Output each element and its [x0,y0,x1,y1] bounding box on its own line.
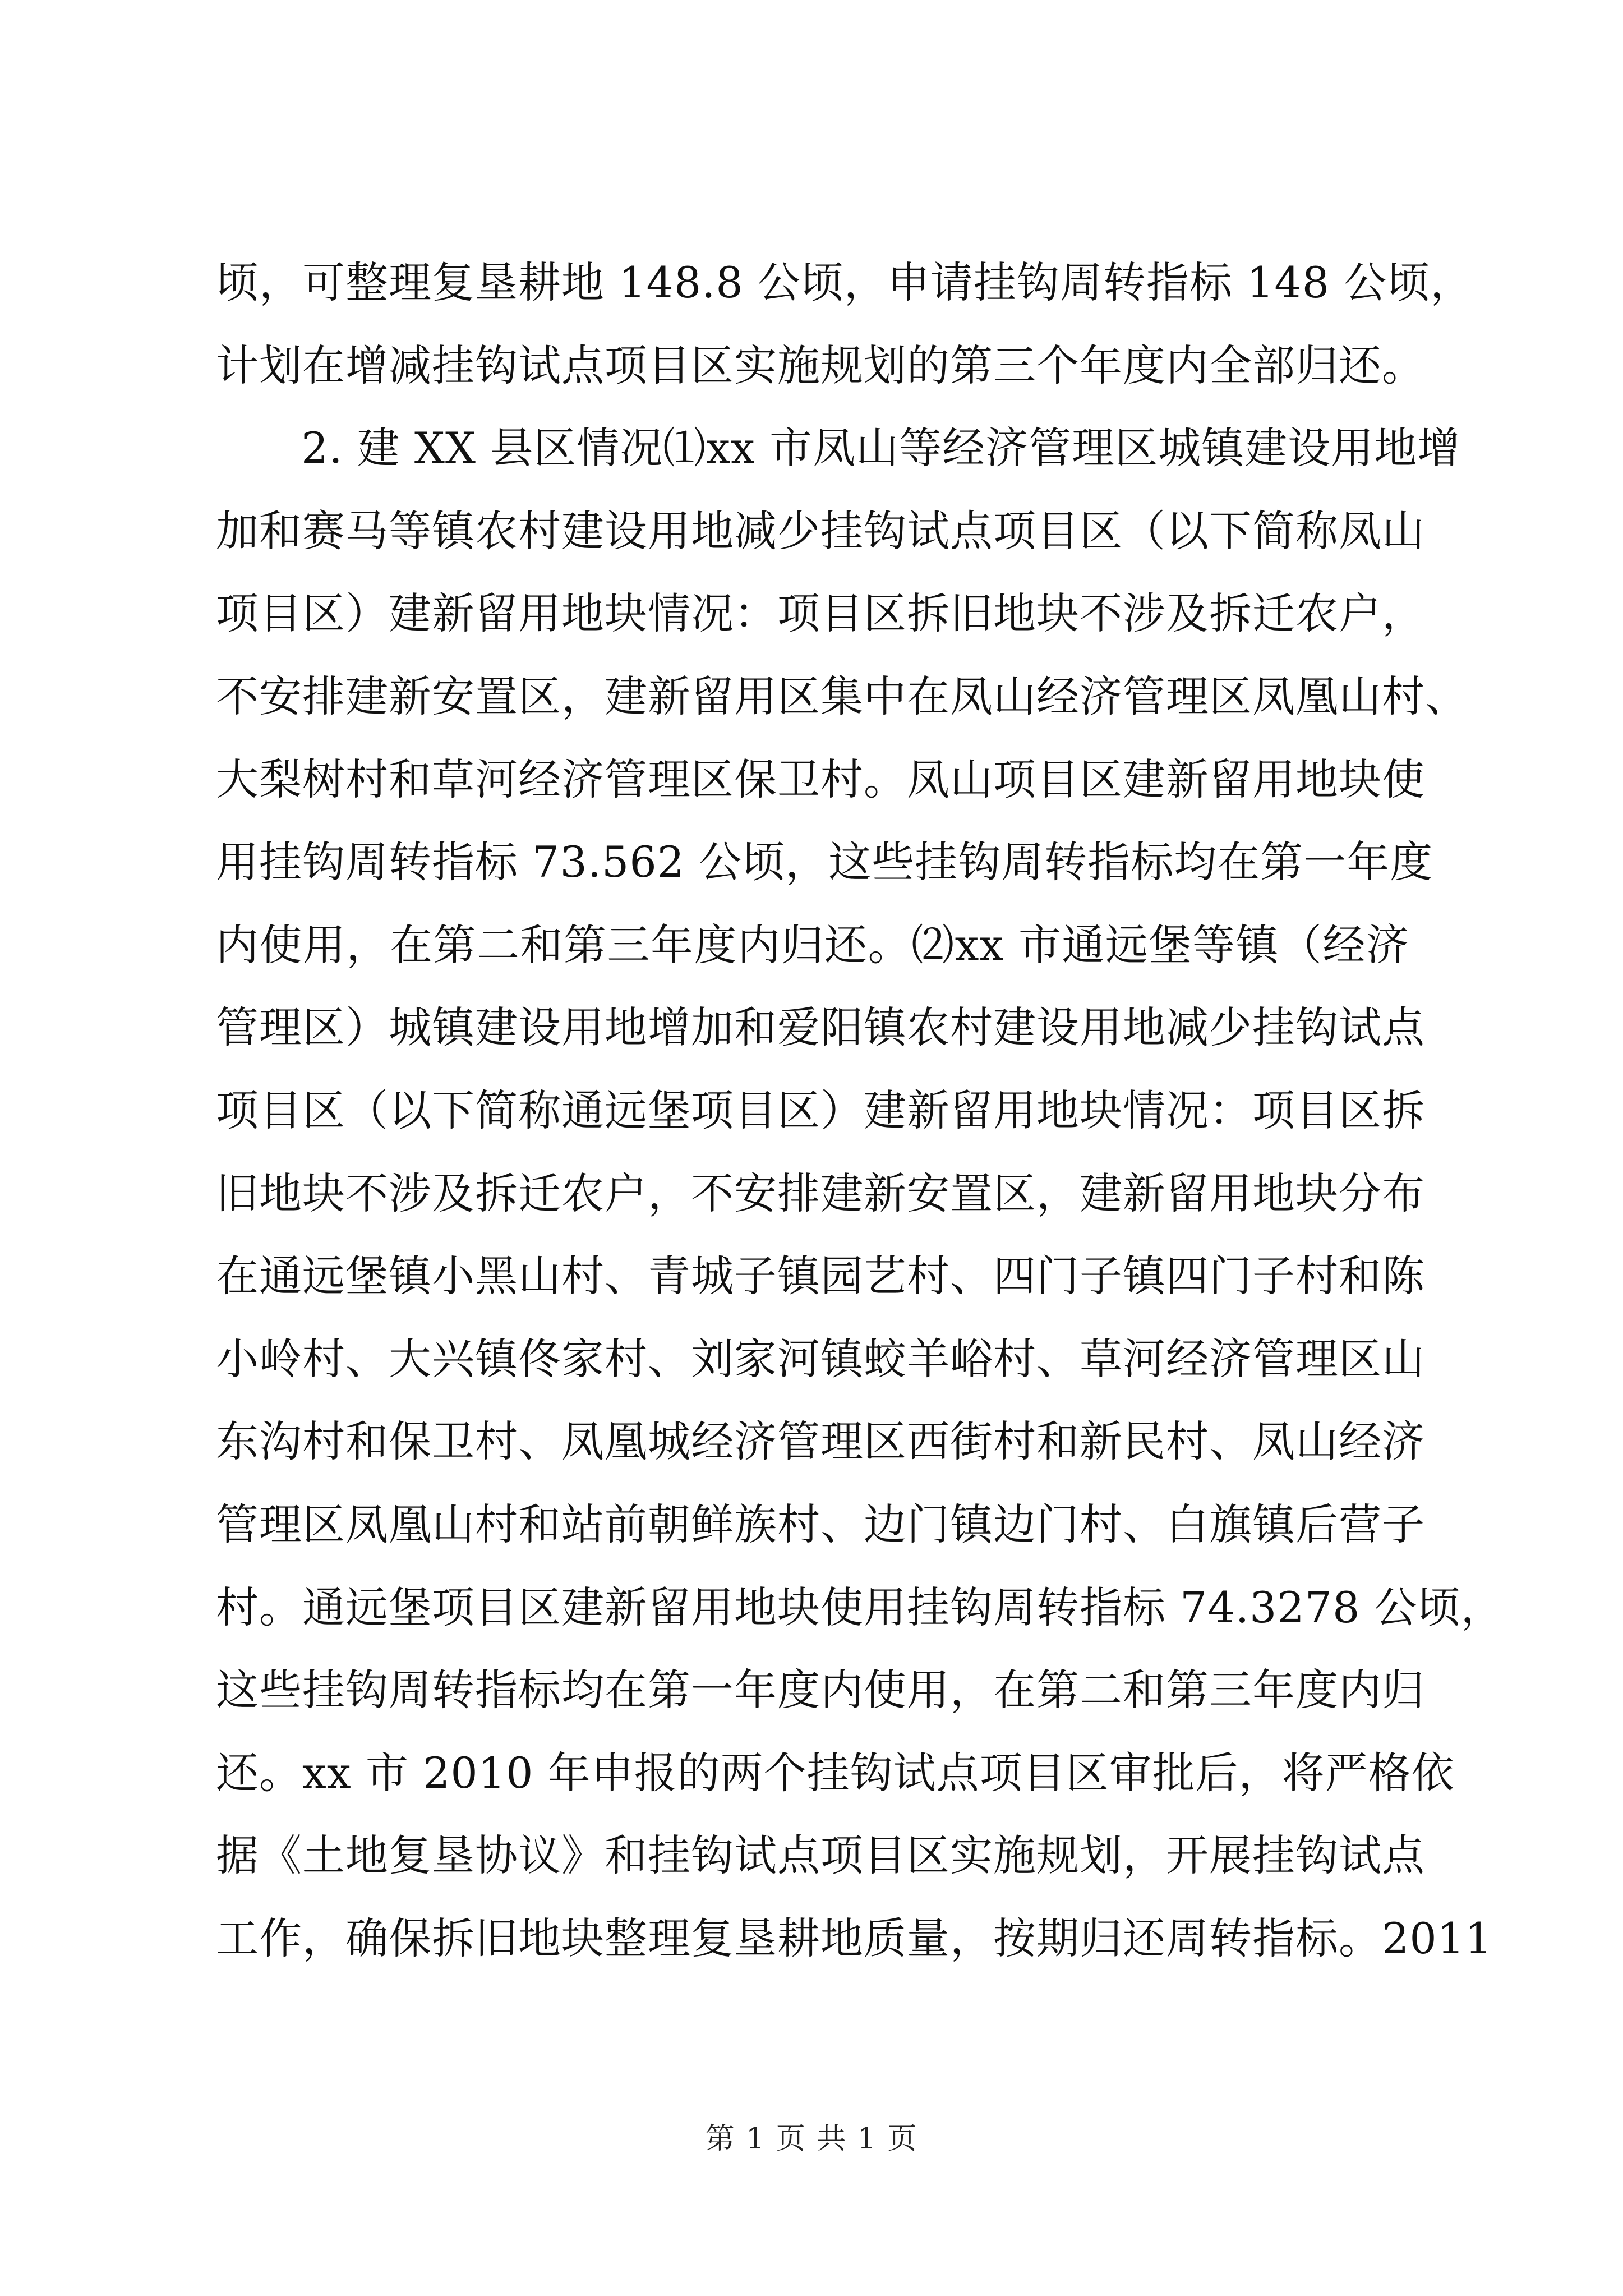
text-line: 顷，可整理复垦耕地 148.8 公顷，申请挂钩周转指标 148 公顷， [216,257,1474,307]
text-line: 旧地块不涉及拆迁农户，不安排建新安置区，建新留用地块分布 [216,1168,1425,1218]
text-line: 内使用，在第二和第三年度内归还。⑵xx 市通远堡等镇（经济 [216,919,1409,970]
text-line: 在通远堡镇小黑山村、青城子镇园艺村、四门子镇四门子村和陈 [216,1251,1425,1301]
text-line: 这些挂钩周转指标均在第一年度内使用，在第二和第三年度内归 [216,1665,1425,1715]
text-line: 管理区）城镇建设用地增加和爱阳镇农村建设用地减少挂钩试点 [216,1002,1425,1053]
page-footer: 第 1 页 共 1 页 [705,2122,918,2156]
text-line: 东沟村和保卫村、凤凰城经济管理区西街村和新民村、凤山经济 [216,1416,1425,1467]
text-line: 加和赛马等镇农村建设用地减少挂钩试点项目区（以下简称凤山 [216,505,1425,556]
text-line: 管理区凤凰山村和站前朝鲜族村、边门镇边门村、白旗镇后营子 [216,1499,1425,1549]
text-line: 大梨树村和草河经济管理区保卫村。凤山项目区建新留用地块使 [216,754,1425,804]
text-line: 项目区）建新留用地块情况：项目区拆旧地块不涉及拆迁农户， [216,588,1425,639]
text-line: 计划在增减挂钩试点项目区实施规划的第三个年度内全部归还。 [216,340,1425,390]
text-line: 不安排建新安置区，建新留用区集中在凤山经济管理区凤凰山村、 [216,671,1468,721]
text-line: 还。xx 市 2010 年申报的两个挂钩试点项目区审批后，将严格依 [216,1747,1455,1798]
body-text [216,241,1504,1980]
text-line: 工作，确保拆旧地块整理复垦耕地质量，按期归还周转指标。2011 [216,1913,1493,1963]
text-line: 村。通远堡项目区建新留用地块使用挂钩周转指标 74.3278 公顷， [216,1582,1504,1632]
text-line: 项目区（以下简称通远堡项目区）建新留用地块情况：项目区拆 [216,1085,1425,1135]
text-line: 小岭村、大兴镇佟家村、刘家河镇蛟羊峪村、草河经济管理区山 [216,1333,1425,1384]
text-line: 用挂钩周转指标 73.562 公顷，这些挂钩周转指标均在第一年度 [216,837,1433,887]
text-line: 2. 建 XX 县区情况⑴xx 市凤山等经济管理区城镇建设用地增 [301,423,1461,473]
text-line: 据《土地复垦协议》和挂钩试点项目区实施规划，开展挂钩试点 [216,1830,1425,1881]
